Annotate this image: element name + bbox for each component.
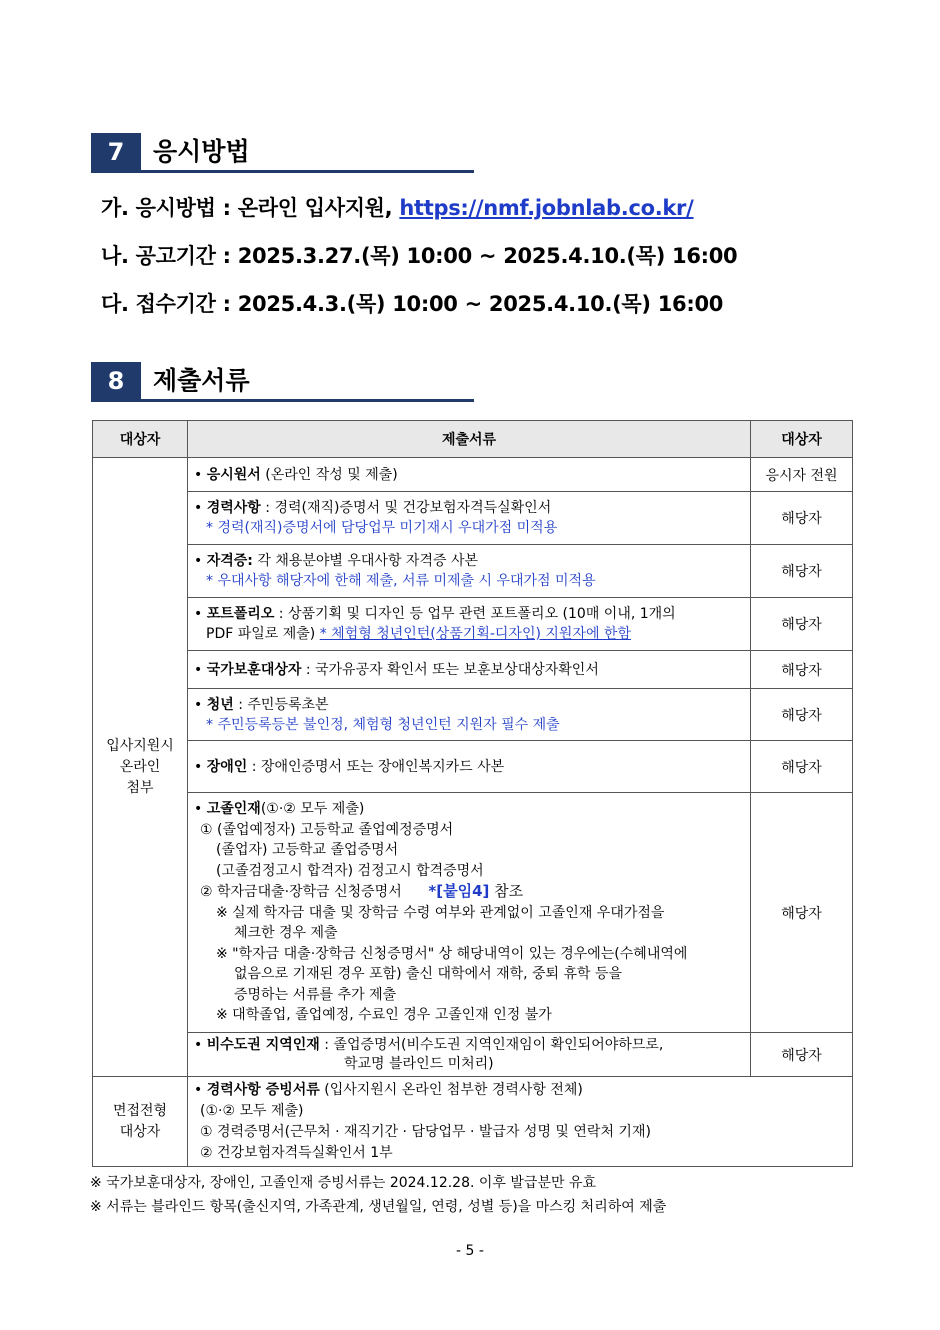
section-title: 제출서류 — [153, 366, 250, 395]
group-interview: 면접전형 대상자 — [93, 1077, 188, 1167]
doc-cell: • 장애인 : 장애인증명서 또는 장애인복지카드 사본 — [188, 741, 751, 793]
doc-target: 해당자 — [751, 689, 853, 741]
section-title: 응시방법 — [153, 137, 250, 166]
info-receipt-period: 다. 접수기간 : 2025.4.3.(목) 10:00 ~ 2025.4.10.(목) 16:00 — [101, 292, 724, 316]
footnote: ※ 국가보훈대상자, 장애인, 고졸인재 증빙서류는 2024.12.28. 이후 발급분만 유효 — [90, 1175, 596, 1191]
table-row — [93, 651, 853, 689]
header-documents: 제출서류 — [188, 421, 751, 458]
apply-link[interactable]: https://nmf.jobnlab.co.kr/ — [399, 196, 694, 220]
documents-table — [92, 420, 853, 1167]
table-row — [93, 689, 853, 741]
header-target-2: 대상자 — [751, 421, 853, 458]
doc-target: 해당자 — [751, 793, 853, 1033]
doc-cell: • 국가보훈대상자 : 국가유공자 확인서 또는 보훈보상대상자확인서 — [188, 651, 751, 689]
header-target: 대상자 — [93, 421, 188, 458]
doc-cell: • 포트폴리오 : 상품기획 및 디자인 등 업무 관련 포트폴리오 (10매 이내, 1개의 PDF 파일로 제출) * 체험형 청년인턴(상품기획-디자인) 지원자에 한함 — [188, 598, 751, 651]
doc-cell: • 경력사항 : 경력(재직)증명서 및 건강보험자격득실확인서 * 경력(재직)증명서에 담당업무 미기재시 우대가점 미적용 — [188, 492, 751, 545]
doc-target: 해당자 — [751, 1033, 853, 1077]
doc-target: 해당자 — [751, 651, 853, 689]
table-row — [93, 793, 853, 1033]
doc-cell: • 청년 : 주민등록초본 * 주민등록등본 불인정, 체험형 청년인턴 지원자 필수 제출 — [188, 689, 751, 741]
doc-target: 해당자 — [751, 598, 853, 651]
section-number: 7 — [91, 133, 141, 171]
table-header-row — [93, 421, 853, 458]
doc-target: 해당자 — [751, 741, 853, 793]
footnote: ※ 서류는 블라인드 항목(출신지역, 가족관계, 생년월일, 연령, 성별 등)을 마스킹 처리하여 제출 — [90, 1199, 667, 1215]
doc-cell: • 고졸인재(①·② 모두 제출) ① (졸업예정자) 고등학교 졸업예정증명서 (졸업자) 고등학교 졸업증명서 (고졸검정고시 합격자) 검정고시 합격증명서 ② 학자금대출·장학금 신청증명서 *[붙임4] 참조 ※ 실제 학자금 대출 및 장학금 수령 여부와 관계없이 고졸인재 우대가점을 체크한 경우 제출 ※ "학자금 대출·장학금 신청증명서" 상 해당내역이 있는 경우에는(수혜내역에 없음으로 기재된 경우 포함) 출신 대학에서 재학, 중퇴 휴학 등을 증명하는 서류를 추가 제출 ※ 대학졸업, 졸업예정, 수료인 경우 고졸인재 인정 불가 — [188, 793, 751, 1033]
table-row — [93, 1033, 853, 1077]
doc-target: 해당자 — [751, 545, 853, 598]
table-row — [93, 458, 853, 492]
section-7-header — [91, 133, 474, 173]
doc-target: 응시자 전원 — [751, 458, 853, 492]
section-underline — [91, 399, 474, 402]
info-notice-period: 나. 공고기간 : 2025.3.27.(목) 10:00 ~ 2025.4.10.(목) 16:00 — [101, 244, 738, 268]
doc-cell: • 응시원서 (온라인 작성 및 제출) — [188, 458, 751, 492]
section-number: 8 — [91, 362, 141, 400]
info-apply-method: 가. 응시방법 : 온라인 입사지원, https://nmf.jobnlab.co.kr/ — [101, 196, 694, 220]
group-online-attach: 입사지원시 온라인 첨부 — [93, 458, 188, 1077]
doc-target: 해당자 — [751, 492, 853, 545]
doc-cell: • 비수도권 지역인재 : 졸업증명서(비수도권 지역인재임이 확인되어야하므로, 학교명 블라인드 미처리) — [188, 1033, 751, 1077]
table-row — [93, 1077, 853, 1167]
table-row — [93, 545, 853, 598]
doc-cell-interview: • 경력사항 증빙서류 (입사지원시 온라인 첨부한 경력사항 전체) (①·② 모두 제출) ① 경력증명서(근무처 · 재직기간 · 담당업무 · 발급자 성명 및 연락처 기재) ② 건강보험자격득실확인서 1부 — [188, 1077, 853, 1167]
page-number: - 5 - — [456, 1243, 484, 1259]
section-underline — [91, 170, 474, 173]
table-row — [93, 598, 853, 651]
table-row — [93, 741, 853, 793]
doc-cell: • 자격증: 각 채용분야별 우대사항 자격증 사본 * 우대사항 해당자에 한해 제출, 서류 미제출 시 우대가점 미적용 — [188, 545, 751, 598]
section-8-header — [91, 362, 474, 402]
table-row — [93, 492, 853, 545]
